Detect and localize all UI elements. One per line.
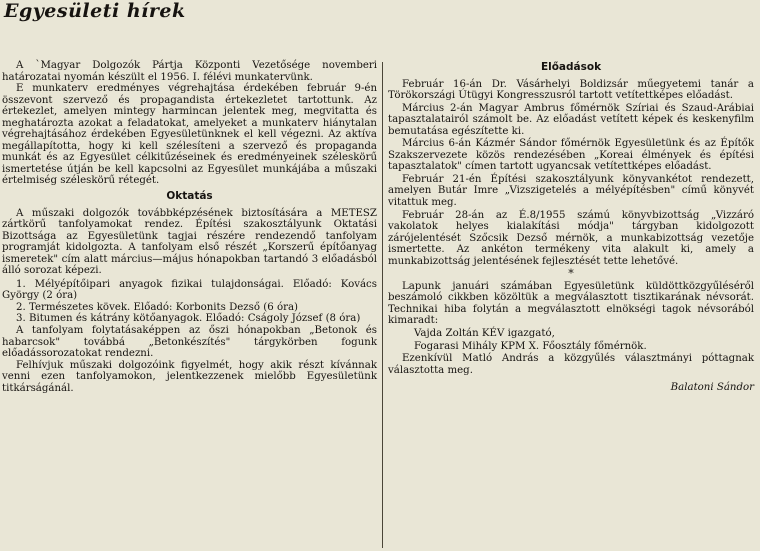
left-column (2, 60, 377, 394)
paragraph: Felhívjuk műszaki dolgozóink figyelmét, hogy akik részt kívánnak venni ezen tanfolyamokon, jelentkezzenek mielőbb Egyesületünk titkárságánál. (2, 359, 377, 394)
list-item: Vajda Zoltán KÉV igazgató, (414, 328, 555, 340)
signature: Balatoni Sándor (670, 382, 754, 394)
right-column (388, 61, 754, 395)
paragraph: Február 28-án az É.8/1955 számú könyvbizottság „Vizzáró vakolatok helyes kialakítási módja" tárgyban kidolgozott zárójelentését Szőcsik Dezső mérnök, a munkabizottság vezetője ismertette. Az ankéton termékeny vita alakult ki, amely a munkabizottság jelentésének fejlesztését tette lehetővé. (388, 209, 754, 267)
section-heading-oktatas: Oktatás (166, 190, 213, 203)
course-item-1: 1. Mélyépítőipari anyagok fizikai tulajdonságai. Előadó: Kovács György (2 óra) (2, 278, 377, 302)
paragraph: Lapunk januári számában Egyesületünk küldöttközgyűléséről beszámoló cikkben közöltük a megválasztott tisztikarának névsorát. Technikai hiba folytán a megválasztott elnökségi tagok névsorából kimaradt: (388, 280, 754, 327)
list-item: Fogarasi Mihály KPM X. Főosztály főmérnök. (414, 340, 647, 352)
paragraph: A `Magyar Dolgozók Pártja Központi Vezetősége novemberi határozatai nyomán készült el 1956. I. félévi munkatervünk. (2, 60, 377, 83)
paragraph: Február 16-án Dr. Vásárhelyi Boldizsár műegyetemi tanár a Törökországi Útügyi Kongresszusról tartott vetítettképes előadást. (388, 78, 754, 102)
column-divider (382, 62, 383, 548)
paragraph: Ezenkívül Matló András a közgyűlés választmányi póttagnak választotta meg. (388, 353, 754, 376)
course-item-2: 2. Természetes kövek. Előadó: Korbonits Dezső (6 óra) (16, 301, 299, 313)
paragraph: Február 21-én Építési szakosztályunk könyvankétot rendezett, amelyen Butár Imre „Vizszigetelés a mélyépítésben" című könyvét vitattuk meg. (388, 173, 754, 209)
course-item-3: 3. Bitumen és kátrány kötőanyagok. Előadó: Cságoly József (8 óra) (16, 313, 361, 325)
paragraph: Március 2-án Magyar Ambrus főmérnök Szíriai és Szaud-Arábiai tapasztalatairól számolt be. Az előadást vetített képek és keskenyfilm bemutatása egészítette ki. (388, 102, 754, 137)
paragraph: A tanfolyam folytatásaképpen az őszi hónapokban „Betonok és habarcsok" továbbá „Betonkészítés" tárgykörben fogunk előadássorozatokat rendezni. (2, 325, 377, 360)
section-heading-eloadasok: Előadások (540, 61, 602, 73)
separator-star: * (568, 267, 574, 281)
paragraph: E munkaterv eredményes végrehajtása érdekében február 9-én összevont szervező és propagandista értekezletet tartottunk. Az értekezlet, amelyen mintegy harmincan jelentek meg, megvitatta és meghatározta azokat a feladatokat, amelyeket a munkaterv hiánytalan végrehajtásához érdekében Egyesületünknek el kell végezni. Az aktíva megállapította, hogy ki kell szélesíteni a szervező és propaganda munkát és az Egyesület célkitűzéseinek és eredményeinek széleskörű ismertetése útján be kell kapcsolni az Egyesület munkájába a műszaki értelmiség széleskörű rétegét. (2, 83, 377, 187)
paragraph: Március 6-án Kázmér Sándor főmérnök Egyesületünk és az Építők Szakszervezete közös rendezésében „Koreai élmények és építési tapasztalatok" címen tartott ugyancsak vetítettképes előadást. (388, 138, 754, 173)
masthead-title: Egyesületi hírek (4, 0, 186, 22)
paragraph: A műszaki dolgozók továbbképzésének biztosítására a METESZ zártkörű tanfolyamokat rendez. Építési szakosztályunk Oktatási Bizottsága az Egyesületünk tagjai részére rendezendő tanfolyam programját kidolgozta. A tanfolyam első részét „Korszerű építőanyag ismeretek" cím alatt március—május hónapokban tartandó 3 előadásból álló sorozat képezi. (2, 207, 377, 277)
